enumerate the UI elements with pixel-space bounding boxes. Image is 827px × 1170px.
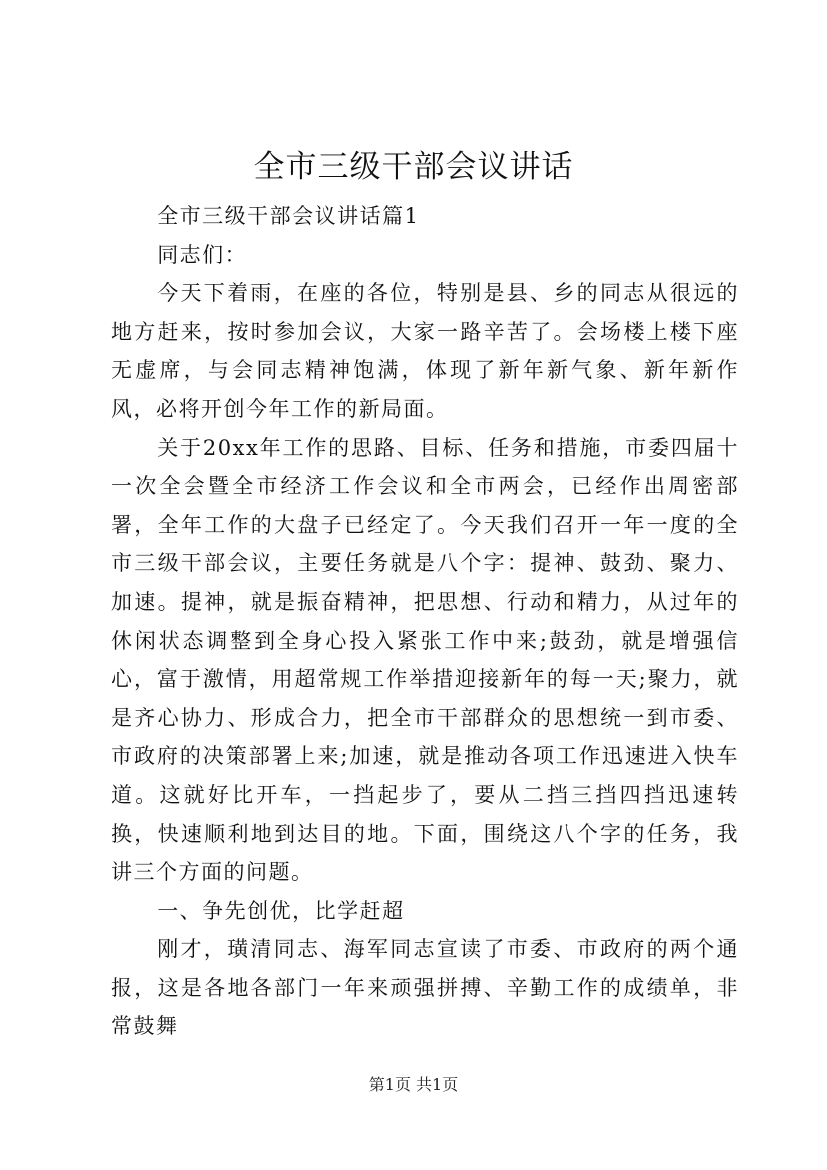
section-heading: 一、争先创优，比学赶超 xyxy=(157,898,405,923)
body-paragraph: 刚才，璜清同志、海军同志宣读了市委、市政府的两个通报，这是各地各部门一年来顽强拼搏、辛勤工作的成绩单，非常鼓舞 xyxy=(111,937,739,1039)
subtitle-paragraph: 全市三级干部会议讲话篇1 xyxy=(157,204,420,228)
document-title: 全市三级干部会议讲话 xyxy=(253,149,574,185)
document-body xyxy=(111,197,739,1046)
salutation-paragraph: 同志们： xyxy=(157,242,248,267)
body-paragraph: 今天下着雨，在座的各位，特别是县、乡的同志从很远的地方赶来，按时参加会议，大家一路辛苦了。会场楼上楼下座无虚席，与会同志精神饱满，体现了新年新气象、新年新作风，必将开创今年工作的新局面。 xyxy=(111,281,739,421)
page-footer: 第1页 共1页 xyxy=(368,1075,459,1094)
body-paragraph: 关于20xx年工作的思路、目标、任务和措施，市委四届十一次全会暨全市经济工作会议和全市两会，已经作出周密部署，全年工作的大盘子已经定了。今天我们召开一年一度的全市三级干部会议，主要任务就是八个字：提神、鼓劲、聚力、加速。提神，就是振奋精神，把思想、行动和精力，从过年的休闲状态调整到全身心投入紧张工作中来;鼓劲，就是增强信心，富于激情，用超常规工作举措迎接新年的每一天;聚力，就是齐心协力、形成合力，把全市干部群众的思想统一到市委、市政府的决策部署上来;加速，就是推动各项工作迅速进入快车道。这就好比开车，一挡起步了，要从二挡三挡四挡迅速转换，快速顺利地到达目的地。下面，围绕这八个字的任务，我讲三个方面的问题。 xyxy=(111,435,739,885)
